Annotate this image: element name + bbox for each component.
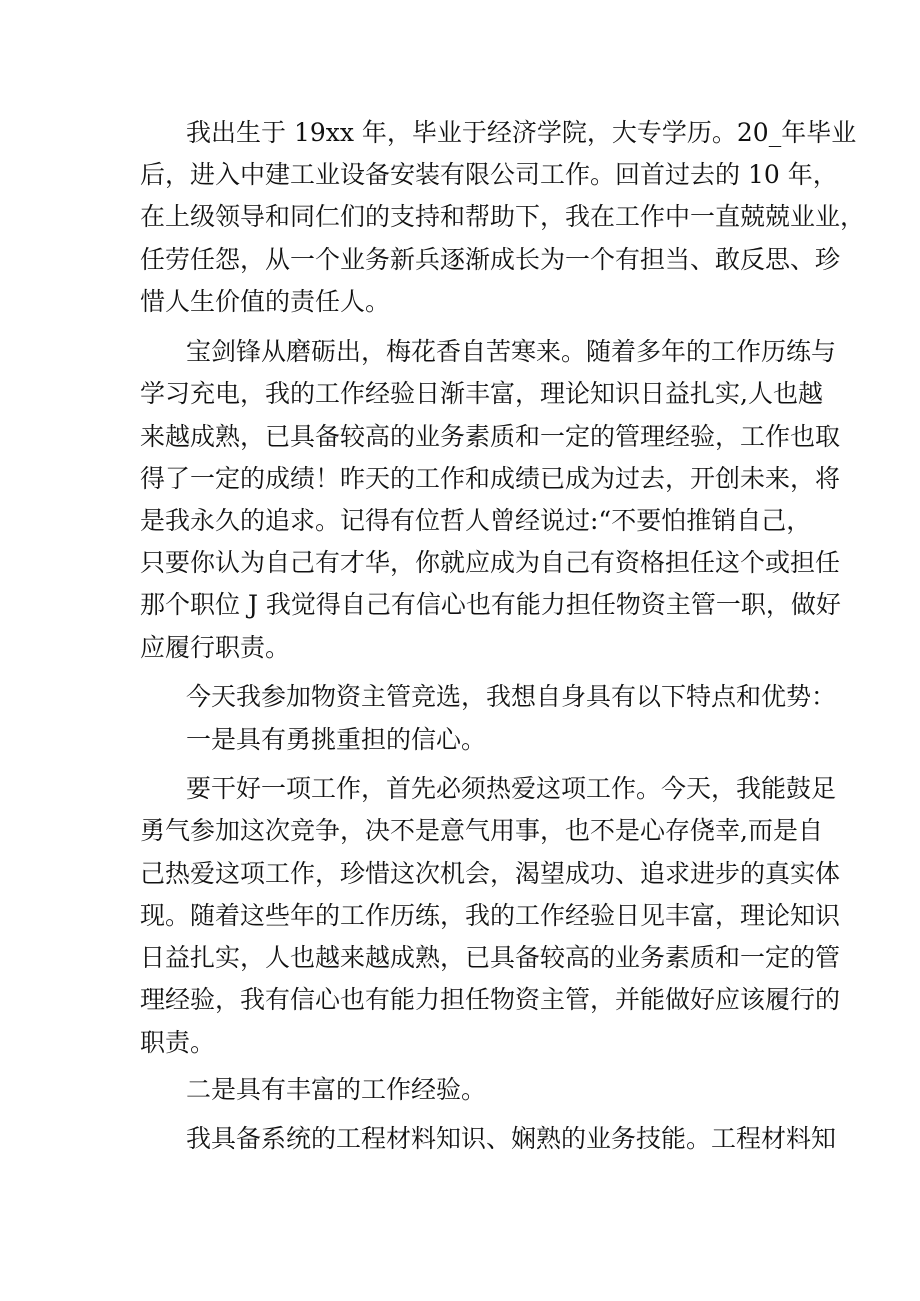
text-line: 二是具有丰富的工作经验。 [186,1075,487,1104]
text-line: 来越成熟，已具备较高的业务素质和一定的管理经验，工作也取 [140,422,841,451]
text-line: 后，进入中建工业设备安装有限公司工作。回首过去的 10 年， [140,160,838,189]
text-line: 是我永久的追求。记得有位哲人曾经说过:“不要怕推销自己， [140,506,812,535]
text-line: 只要你认为自己有才华，你就应成为自己有资格担任这个或担任 [140,548,841,577]
text-line: 我具备系统的工程材料知识、娴熟的业务技能。工程材料知 [186,1124,837,1153]
text-line: 现。随着这些年的工作历练，我的工作经验日见丰富，理论知识 [140,901,841,930]
text-line: 那个职位 J 我觉得自己有信心也有能力担任物资主管一职，做好 [140,590,841,619]
text-line: 己热爱这项工作，珍惜这次机会，渴望成功、追求进步的真实体 [140,859,841,888]
text-line: 要干好一项工作，首先必须热爱这项工作。今天，我能鼓足 [186,774,837,803]
text-line: 学习充电，我的工作经验日渐丰富，理论知识日益扎实,人也越 [140,379,823,408]
text-line: 理经验，我有信心也有能力担任物资主管，并能做好应该履行的 [140,985,841,1014]
text-line: 应履行职责。 [140,633,291,662]
text-line: 宝剑锋从磨砺出，梅花香自苦寒来。随着多年的工作历练与 [186,337,837,366]
text-line: 今天我参加物资主管竞选，我想自身具有以下特点和优势： [186,682,837,711]
text-line: 勇气参加这次竞争，决不是意气用事，也不是心存侥幸,而是自 [140,816,823,845]
text-line: 我出生于 19xx 年，毕业于经济学院，大专学历。20_年毕业 [186,118,857,147]
text-line: 任劳任怨，从一个业务新兵逐渐成长为一个有担当、敢反思、珍 [140,245,841,274]
text-line: 在上级领导和同仁们的支持和帮助下，我在工作中一直兢兢业业， [140,202,866,231]
text-line: 职责。 [140,1028,216,1057]
text-line: 得了一定的成绩！昨天的工作和成绩已成为过去，开创未来，将 [140,464,841,493]
text-line: 惜人生价值的责任人。 [140,287,391,316]
text-line: 日益扎实，人也越来越成熟，已具备较高的业务素质和一定的管 [140,943,841,972]
text-line: 一是具有勇挑重担的信心。 [186,725,487,754]
